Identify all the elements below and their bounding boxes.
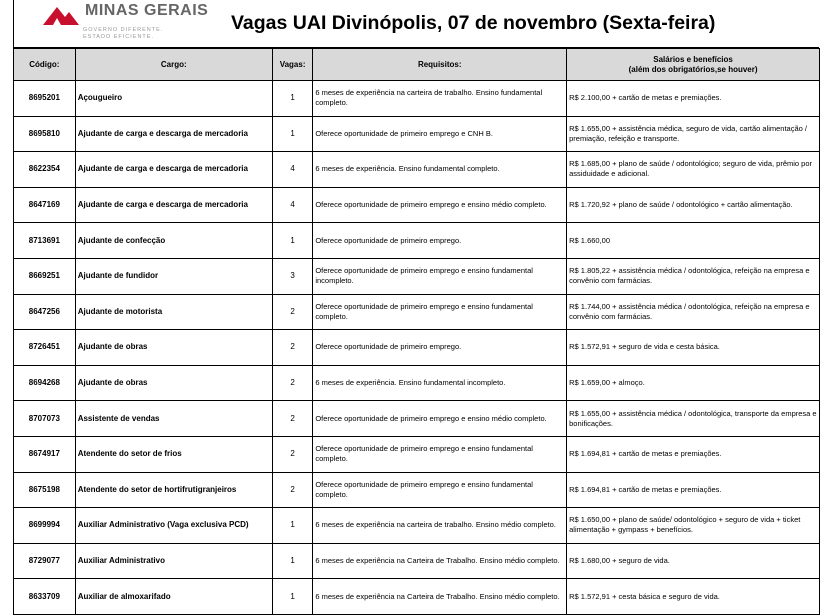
page-title: Vagas UAI Divinópolis, 07 de novembro (Sexta-feira) xyxy=(231,12,716,34)
cell-cargo: Ajudante de obras xyxy=(75,330,272,366)
cell-vagas: 2 xyxy=(272,365,312,401)
cell-cargo: Ajudante de carga e descarga de mercadoria xyxy=(75,187,272,223)
salarios-header-line-2: (além dos obrigatórios,se houver) xyxy=(628,64,758,74)
cell-vagas: 1 xyxy=(272,223,312,259)
table-row xyxy=(14,472,820,508)
table-row xyxy=(14,436,820,472)
cell-salarios: R$ 1.660,00 xyxy=(567,223,820,259)
cell-codigo: 8669251 xyxy=(14,258,76,294)
cell-salarios: R$ 1.694,81 + cartão de metas e premiações. xyxy=(567,436,820,472)
cell-vagas: 2 xyxy=(272,294,312,330)
cell-codigo: 8695810 xyxy=(14,116,76,152)
cell-requisitos: Oferece oportunidade de primeiro emprego e CNH B. xyxy=(313,116,567,152)
cell-codigo: 8675198 xyxy=(14,472,76,508)
cell-requisitos: 6 meses de experiência na Carteira de Trabalho. Ensino médio completo. xyxy=(313,579,567,615)
cell-codigo: 8674917 xyxy=(14,436,76,472)
cell-salarios: R$ 1.655,00 + assistência médica / odontológica, transporte da empresa e bonificações. xyxy=(567,401,820,437)
cell-salarios: R$ 1.720,92 + plano de saúde / odontológico + cartão alimentação. xyxy=(567,187,820,223)
cell-vagas: 1 xyxy=(272,81,312,117)
cell-salarios: R$ 1.572,91 + cesta básica e seguro de vida. xyxy=(567,579,820,615)
cell-vagas: 2 xyxy=(272,401,312,437)
cell-cargo: Assistente de vendas xyxy=(75,401,272,437)
salarios-header-line-1: Salários e benefícios xyxy=(653,54,733,64)
table-row xyxy=(14,81,820,117)
column-header-cargo: Cargo: xyxy=(75,49,272,81)
table-row xyxy=(14,152,820,188)
cell-codigo: 8694268 xyxy=(14,365,76,401)
cell-requisitos: Oferece oportunidade de primeiro emprego e ensino fundamental completo. xyxy=(313,436,567,472)
cell-requisitos: Oferece oportunidade de primeiro emprego. xyxy=(313,330,567,366)
cell-requisitos: Oferece oportunidade de primeiro emprego e ensino fundamental completo. xyxy=(313,472,567,508)
cell-vagas: 4 xyxy=(272,187,312,223)
cell-vagas: 2 xyxy=(272,436,312,472)
cell-requisitos: Oferece oportunidade de primeiro emprego. xyxy=(313,223,567,259)
cell-vagas: 1 xyxy=(272,508,312,544)
table-row xyxy=(14,401,820,437)
page-header xyxy=(13,0,819,48)
cell-requisitos: 6 meses de experiência na carteira de trabalho. Ensino médio completo. xyxy=(313,508,567,544)
cell-codigo: 8622354 xyxy=(14,152,76,188)
cell-vagas: 2 xyxy=(272,472,312,508)
cell-codigo: 8699994 xyxy=(14,508,76,544)
cell-vagas: 1 xyxy=(272,116,312,152)
table-row xyxy=(14,258,820,294)
cell-salarios: R$ 1.694,81 + cartão de metas e premiações. xyxy=(567,472,820,508)
cell-cargo: Açougueiro xyxy=(75,81,272,117)
cell-requisitos: 6 meses de experiência na carteira de trabalho. Ensino fundamental completo. xyxy=(313,81,567,117)
cell-vagas: 3 xyxy=(272,258,312,294)
minas-gerais-logo xyxy=(43,2,209,40)
table-row xyxy=(14,294,820,330)
table-row xyxy=(14,187,820,223)
cell-salarios: R$ 1.805,22 + assistência médica / odontológica, refeição na empresa e convênio com farmácias. xyxy=(567,258,820,294)
cell-salarios: R$ 1.655,00 + assistência médica, seguro de vida, cartão alimentação / premiação, refeição e transporte. xyxy=(567,116,820,152)
cell-codigo: 8713691 xyxy=(14,223,76,259)
triangle-logo-icon xyxy=(43,5,79,25)
cell-cargo: Auxiliar de almoxarifado xyxy=(75,579,272,615)
cell-salarios: R$ 1.680,00 + seguro de vida. xyxy=(567,543,820,579)
cell-cargo: Atendente do setor de hortifrutigranjeiros xyxy=(75,472,272,508)
cell-cargo: Ajudante de fundidor xyxy=(75,258,272,294)
cell-codigo: 8695201 xyxy=(14,81,76,117)
cell-vagas: 1 xyxy=(272,543,312,579)
table-body xyxy=(14,81,820,615)
table-row xyxy=(14,508,820,544)
cell-requisitos: 6 meses de experiência. Ensino fundamental incompleto. xyxy=(313,365,567,401)
table-row xyxy=(14,116,820,152)
table-row xyxy=(14,223,820,259)
cell-salarios: R$ 1.744,00 + assistência médica / odontológica, refeição na empresa e convênio com farmácias. xyxy=(567,294,820,330)
cell-requisitos: Oferece oportunidade de primeiro emprego e ensino médio completo. xyxy=(313,401,567,437)
table-row xyxy=(14,579,820,615)
cell-codigo: 8707073 xyxy=(14,401,76,437)
cell-salarios: R$ 1.572,91 + seguro de vida e cesta básica. xyxy=(567,330,820,366)
cell-cargo: Ajudante de motorista xyxy=(75,294,272,330)
column-header-salarios xyxy=(567,49,820,81)
cell-cargo: Auxiliar Administrativo (Vaga exclusiva PCD) xyxy=(75,508,272,544)
jobs-table xyxy=(13,48,820,615)
table-row xyxy=(14,365,820,401)
logo-name: MINAS GERAIS xyxy=(85,2,209,19)
column-header-requisitos: Requisitos: xyxy=(313,49,567,81)
cell-cargo: Ajudante de carga e descarga de mercadoria xyxy=(75,152,272,188)
cell-cargo: Auxiliar Administrativo xyxy=(75,543,272,579)
logo-tagline: GOVERNO DIFERENTE. xyxy=(83,27,164,33)
cell-vagas: 4 xyxy=(272,152,312,188)
table-row xyxy=(14,543,820,579)
cell-cargo: Ajudante de confecção xyxy=(75,223,272,259)
cell-requisitos: 6 meses de experiência. Ensino fundamental completo. xyxy=(313,152,567,188)
cell-salarios: R$ 1.650,00 + plano de saúde/ odontológico + seguro de vida + ticket alimentação + gympass + benefícios. xyxy=(567,508,820,544)
cell-requisitos: Oferece oportunidade de primeiro emprego e ensino fundamental incompleto. xyxy=(313,258,567,294)
column-header-vagas: Vagas: xyxy=(272,49,312,81)
cell-vagas: 2 xyxy=(272,330,312,366)
table-row xyxy=(14,330,820,366)
cell-requisitos: Oferece oportunidade de primeiro emprego e ensino médio completo. xyxy=(313,187,567,223)
table-header-row xyxy=(14,49,820,81)
cell-requisitos: Oferece oportunidade de primeiro emprego e ensino fundamental completo. xyxy=(313,294,567,330)
cell-cargo: Ajudante de carga e descarga de mercadoria xyxy=(75,116,272,152)
logo-tagline: ESTADO EFICIENTE. xyxy=(83,34,154,40)
cell-salarios: R$ 1.659,00 + almoço. xyxy=(567,365,820,401)
cell-salarios: R$ 2.100,00 + cartão de metas e premiações. xyxy=(567,81,820,117)
cell-salarios: R$ 1.685,00 + plano de saúde / odontológico; seguro de vida, prêmio por assiduidade e adicional. xyxy=(567,152,820,188)
cell-vagas: 1 xyxy=(272,579,312,615)
cell-codigo: 8647256 xyxy=(14,294,76,330)
cell-codigo: 8726451 xyxy=(14,330,76,366)
cell-codigo: 8647169 xyxy=(14,187,76,223)
cell-codigo: 8729077 xyxy=(14,543,76,579)
cell-codigo: 8633709 xyxy=(14,579,76,615)
cell-cargo: Atendente do setor de frios xyxy=(75,436,272,472)
column-header-codigo: Código: xyxy=(14,49,76,81)
cell-requisitos: 6 meses de experiência na Carteira de Trabalho. Ensino médio completo. xyxy=(313,543,567,579)
cell-cargo: Ajudante de obras xyxy=(75,365,272,401)
